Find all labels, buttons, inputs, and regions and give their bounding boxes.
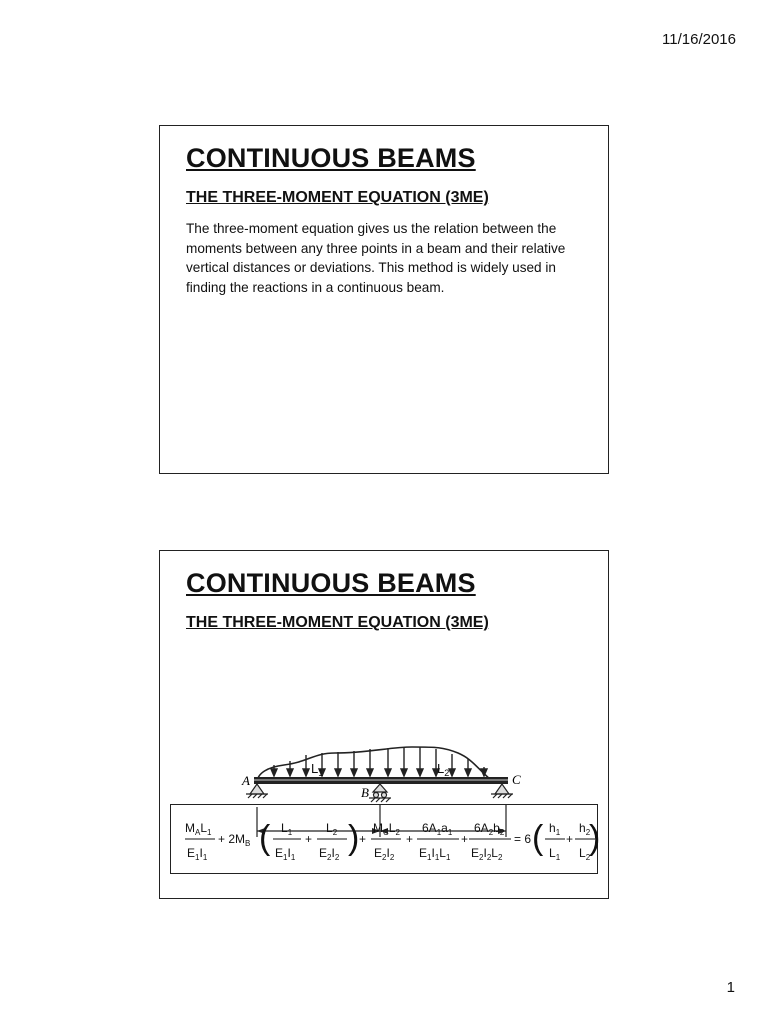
svg-text:E2I2: $E_2I_2$: [319, 846, 340, 862]
svg-text:E1I1L1: $E_1I_1L_1$: [419, 846, 451, 862]
slide-title: CONTINUOUS BEAMS: [186, 568, 476, 598]
slide-2: [159, 550, 609, 899]
span-l1-label: $L_1$: [311, 761, 324, 778]
slide-title: CONTINUOUS BEAMS: [186, 143, 476, 173]
svg-text:+: +: [359, 832, 367, 846]
page-number: 1: [726, 979, 735, 996]
svg-text:): ): [589, 819, 601, 857]
svg-text:= 6: = 6: [514, 832, 532, 846]
slide-body-text: The three-moment equation gives us the relation between the moments between any three points in a beam and their relative vertical distances or deviations. This method is widely used in finding the reactions in a continuous beam.: [186, 221, 566, 295]
svg-text:E1I1: $E_1I_1$: [275, 846, 296, 862]
load-arrowhead: [351, 769, 357, 776]
span-l2-label: $L_2$: [437, 761, 450, 778]
load-arrowhead: [367, 769, 373, 776]
svg-text:E1I1: $E_1I_1$: [187, 846, 208, 862]
slide-subtitle: THE THREE-MOMENT EQUATION (3ME): [186, 189, 489, 206]
svg-text:MCL2: $M_CL_2$: [373, 821, 400, 837]
support-c-label: C: [512, 772, 521, 787]
svg-text:+: +: [406, 832, 414, 846]
support-c-pin: [491, 784, 513, 798]
three-moment-equation: [171, 805, 601, 873]
svg-text:h2: $h_2$: [579, 821, 591, 837]
svg-text:L1: $L_1$: [281, 821, 293, 837]
svg-text:(: (: [532, 819, 544, 857]
load-arrowhead: [465, 769, 471, 776]
svg-text:(: (: [259, 819, 271, 857]
svg-text:E2I2: $E_2I_2$: [374, 846, 395, 862]
svg-text:+: +: [566, 832, 574, 846]
support-b-roller: [369, 784, 391, 802]
continuous-beam-figure: [240, 655, 530, 800]
three-moment-equation-box: [170, 804, 601, 874]
svg-text:L1: $L_1$: [549, 846, 561, 862]
svg-text:+: +: [305, 832, 313, 846]
slide-subtitle: THE THREE-MOMENT EQUATION (3ME): [186, 614, 489, 631]
load-arrowhead: [385, 769, 391, 776]
svg-text:L2: $L_2$: [326, 821, 338, 837]
load-arrowhead: [271, 769, 277, 776]
load-arrowhead: [335, 769, 341, 776]
svg-text:6A2b2: $6A_2b_2$: [474, 821, 505, 837]
svg-text:L2: $L_2$: [579, 846, 591, 862]
svg-text:+: +: [461, 832, 469, 846]
load-arrowhead: [303, 769, 309, 776]
slide-1: [159, 125, 609, 474]
svg-text:+ 2MB: + $2M_B$: [218, 832, 251, 848]
svg-text:6A1a1: $6A_1a_1$: [422, 821, 453, 837]
svg-text:h1: $h_1$: [549, 821, 561, 837]
svg-text:MAL1: $M_AL_1$: [185, 821, 212, 837]
support-b-label: B: [361, 785, 369, 800]
load-arrowhead: [449, 769, 455, 776]
load-arrowhead: [417, 769, 423, 776]
load-arrowhead: [401, 769, 407, 776]
svg-text:E2I2L2: $E_2I_2L_2$: [471, 846, 503, 862]
support-a-label: A: [242, 773, 250, 788]
load-arrowhead: [287, 769, 293, 776]
svg-text:): ): [348, 819, 360, 857]
date-label: 11/16/2016: [662, 31, 736, 48]
